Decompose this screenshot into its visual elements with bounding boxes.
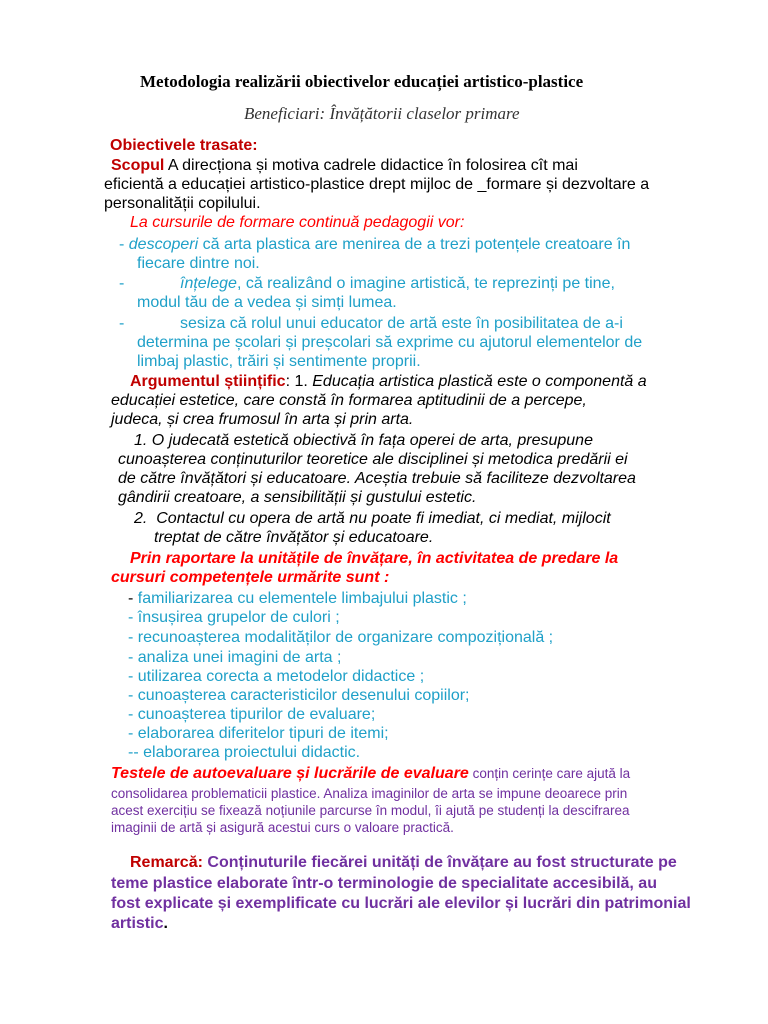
argument-text-3: judeca, și crea frumosul în arta și prin arta.: [111, 411, 414, 428]
remark-period: .: [163, 915, 168, 932]
tests-text-2: consolidarea problematicii plastice. Analiza imaginilor de arta se impune deoarece prin: [111, 786, 628, 801]
list-dash: -: [128, 668, 138, 685]
scope-text-2-end: formare și dezvoltare a: [486, 176, 650, 193]
argument-point-number: 1.: [134, 432, 148, 449]
goal-item: [119, 235, 630, 254]
tests-text-1: conțin cerințe care ajută la: [468, 766, 631, 781]
list-dash: -: [128, 609, 138, 626]
objectives-heading: Obiectivele trasate:: [110, 137, 258, 154]
argument-num: : 1.: [285, 373, 313, 390]
competences-heading-2: cursuri competențele urmărite sunt :: [111, 569, 390, 586]
remark-text-2: teme plastice elaborate într-o terminologie de specialitate accesibilă, au: [111, 875, 657, 892]
goal-text: că arta plastica are menirea de a trezi potențele creatoare în: [198, 236, 631, 253]
list-dash: -: [128, 725, 138, 742]
argument-point-1-line-3: de către învățători și educatoare. Aceștia trebuie să faciliteze dezvoltarea: [118, 470, 636, 487]
remark-text-3: fost explicate și exemplificate cu lucrări ale elevilor și lucrări din patrimonial: [111, 895, 691, 912]
scope-label: Scopul: [111, 157, 165, 174]
argument-point-text: O judecată estetică obiectivă în fața operei de arta, presupune: [151, 432, 593, 449]
goal-continuation: fiecare dintre noi.: [137, 255, 260, 272]
argument-point-1-line-4: gândirii creatoare, a sensibilității și gustului estetic.: [118, 489, 477, 506]
remark-text-1: Conținuturile fiecărei unități de învățare au fost structurate pe: [202, 854, 677, 871]
list-item: [128, 628, 553, 647]
goal-dash: -: [119, 275, 125, 292]
list-dash: -: [128, 649, 138, 666]
goal-verb: descoperi: [128, 236, 199, 253]
list-item: [128, 743, 360, 762]
list-item: [128, 608, 340, 627]
scope-text-1: A direcționa și motiva cadrele didactice în folosirea cît mai: [164, 157, 578, 174]
goal-item: [180, 314, 623, 333]
goal-text: , că realizând o imagine artistică, te reprezinți pe tine,: [236, 275, 615, 292]
goal-item: [180, 274, 615, 293]
tests-text-3: acest exercițiu se fixează noțiunile parcurse în modul, îi ajută pe studenți la descifrarea: [111, 803, 630, 818]
list-text: analiza unei imagini de arta ;: [137, 649, 342, 666]
argument-text-1: Educația artistica plastică este o componentă a: [312, 373, 647, 390]
remark-label: Remarcă:: [130, 854, 203, 871]
goal-verb: sesiza: [180, 315, 226, 332]
list-dash: --: [128, 744, 144, 761]
remark-line-1: [130, 853, 677, 872]
list-dash: -: [128, 590, 138, 607]
argument-point-1: [134, 431, 593, 450]
list-text: cunoașterea tipurilor de evaluare;: [137, 706, 376, 723]
list-text: familiarizarea cu elementele limbajului plastic ;: [137, 590, 467, 607]
argument-point-2-line-2: treptat de către învățător și educatoare.: [154, 529, 434, 546]
list-dash: -: [128, 706, 138, 723]
list-text: utilizarea corecta a metodelor didactice ;: [137, 668, 425, 685]
goal-continuation: determina pe școlari și preșcolari să exprime cu ajutorul elementelor de: [137, 334, 643, 351]
scope-text-3: personalității copilului.: [104, 195, 261, 212]
list-item: [128, 724, 389, 743]
list-text: cunoașterea caracteristicilor desenului copiilor;: [137, 687, 470, 704]
document-title: Metodologia realizării obiectivelor educației artistico-plastice: [140, 72, 584, 91]
list-item: [128, 705, 375, 724]
list-text: elaborarea diferitelor tipuri de itemi;: [137, 725, 389, 742]
goal-dash: -: [119, 315, 125, 332]
scope-line-1: [111, 156, 578, 175]
tests-line-1: [111, 764, 630, 783]
goal-continuation-2: limbaj plastic, trăiri și sentimente proprii.: [137, 353, 421, 370]
argument-label: Argumentul științific: [130, 373, 286, 390]
argument-line-1: [130, 372, 647, 391]
remark-text-4: artistic: [111, 915, 164, 932]
scope-text-2: eficientă a educației artistico-plastice drept mijloc de: [104, 176, 478, 193]
competences-heading-1: Prin raportare la unitățile de învățare, în activitatea de predare la: [130, 550, 619, 567]
list-text: însușirea grupelor de culori ;: [137, 609, 340, 626]
argument-text-2: educației estetice, care constă în formarea aptitudinii de a percepe,: [111, 392, 587, 409]
argument-point-number: 2.: [134, 510, 148, 527]
argument-point-2: [134, 509, 611, 528]
courses-heading: La cursurile de formare continuă pedagogii vor:: [130, 214, 465, 231]
scope-underscore: _: [477, 176, 487, 193]
tests-text-4: imaginii de artă și asigură acestui curs o valoare practică.: [111, 820, 454, 835]
scope-line-2: [104, 175, 649, 194]
list-item: [128, 667, 424, 686]
list-item: [128, 589, 467, 608]
argument-point-text: Contactul cu opera de artă nu poate fi imediat, ci mediat, mijlocit: [156, 510, 611, 527]
list-item: [128, 648, 341, 667]
goal-dash: -: [119, 236, 125, 253]
document-subtitle: Beneficiari: Învățătorii claselor primare: [244, 104, 520, 123]
list-dash: -: [128, 687, 138, 704]
list-text: elaborarea proiectului didactic.: [143, 744, 361, 761]
list-item: [128, 686, 470, 705]
list-text: recunoașterea modalităților de organizare compozițională ;: [137, 629, 554, 646]
goal-continuation: modul tău de a vedea și simți lumea.: [137, 294, 397, 311]
tests-label: Testele de autoevaluare și lucrările de evaluare: [111, 765, 469, 782]
remark-line-4: [111, 914, 168, 933]
goal-text: că rolul unui educator de artă este în posibilitatea de a-i: [225, 315, 623, 332]
list-dash: -: [128, 629, 138, 646]
argument-point-1-line-2: cunoașterea conținuturilor teoretice ale disciplinei și metodica predării ei: [118, 451, 628, 468]
goal-verb: înțelege: [180, 275, 237, 292]
